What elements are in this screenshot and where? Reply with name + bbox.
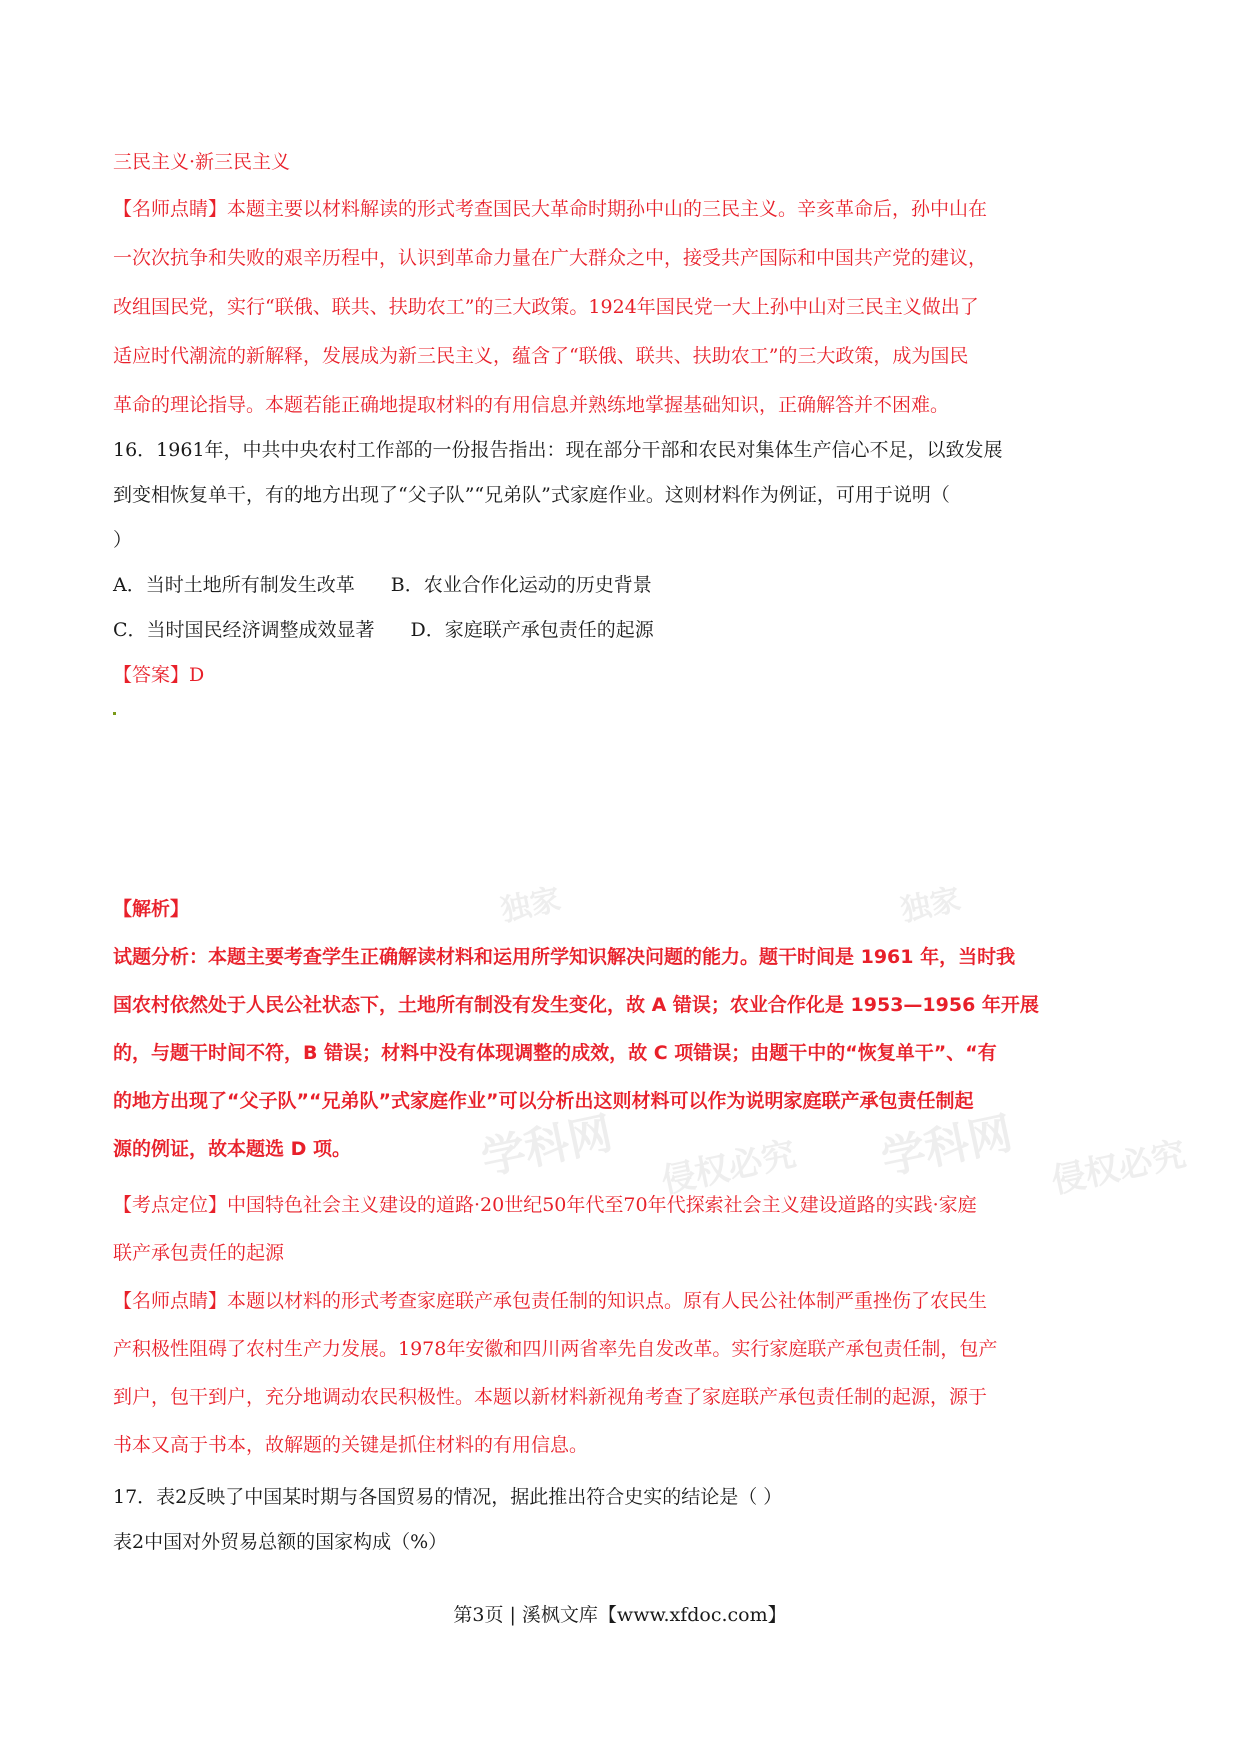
analysis-line: 的，与题干时间不符，B 错误；材料中没有体现调整的成效，故 C 项错误；由题干中的“恢复单干”、“有 xyxy=(113,1042,997,1064)
question-text-line: ） xyxy=(113,529,133,551)
teacher-note-line: 改组国民党，实行“联俄、联共、扶助农工”的三大政策。1924年国民党一大上孙中山对三民主义做出了 xyxy=(113,296,979,318)
option-row xyxy=(113,608,1127,653)
q16-notes xyxy=(113,1181,1127,1469)
option-a: A．当时土地所有制发生改革 xyxy=(113,574,355,596)
analysis-title: 【解析】 xyxy=(113,898,190,920)
watermark-text: 学科网 xyxy=(877,1107,1017,1186)
page-footer: 第3页 | 溪枫文库【www.xfdoc.com】 xyxy=(453,1604,787,1626)
teacher-note-line: 适应时代潮流的新解释，发展成为新三民主义，蕴含了“联俄、联共、扶助农工”的三大政策，成为国民 xyxy=(113,345,969,367)
option-d: D．家庭联产承包责任的起源 xyxy=(410,619,654,641)
analysis-line: 源的例证，故本题选 D 项。 xyxy=(113,1138,352,1160)
watermark-text: 侵权必究 xyxy=(658,1134,800,1202)
question-text-line: 16．1961年，中共中央农村工作部的一份报告指出：现在部分干部和农民对集体生产信心不足，以致发展 xyxy=(113,439,1003,461)
question-16 xyxy=(113,428,1127,698)
watermark-text: 学科网 xyxy=(477,1107,617,1186)
teacher-note-line: 书本又高于书本，故解题的关键是抓住材料的有用信息。 xyxy=(113,1434,589,1456)
question-text-line: 到变相恢复单干，有的地方出现了“父子队”“兄弟队”式家庭作业。这则材料作为例证，可用于说明（ xyxy=(113,484,950,506)
analysis-line: 试题分析：本题主要考查学生正确解读材料和运用所学知识解决问题的能力。题干时间是 1961 年，当时我 xyxy=(113,946,1016,968)
question-17 xyxy=(113,1475,1127,1565)
kaodian-heading: 三民主义·新三民主义 xyxy=(113,151,291,173)
watermark-text: 侵权必究 xyxy=(1048,1134,1190,1202)
answer-line: 【答案】D xyxy=(113,664,205,686)
kaodian-line: 联产承包责任的起源 xyxy=(113,1242,285,1264)
option-b: B．农业合作化运动的历史背景 xyxy=(390,574,652,596)
teacher-note-line: 【名师点睛】本题主要以材料解读的形式考查国民大革命时期孙中山的三民主义。辛亥革命后，孙中山在 xyxy=(113,198,988,220)
teacher-note-line: 一次次抗争和失败的艰辛历程中，认识到革命力量在广大群众之中，接受共产国际和中国共产党的建议， xyxy=(113,247,988,269)
option-c: C．当时国民经济调整成效显著 xyxy=(113,619,375,641)
option-row xyxy=(113,563,1127,608)
watermark-text: 独家 xyxy=(497,882,564,929)
teacher-note-line: 【名师点睛】本题以材料的形式考查家庭联产承包责任制的知识点。原有人民公社体制严重挫伤了农民生 xyxy=(113,1290,988,1312)
stray-dot xyxy=(113,712,116,715)
question-text-line: 17．表2反映了中国某时期与各国贸易的情况，据此推出符合史实的结论是（ ） xyxy=(113,1486,783,1508)
previous-question-tail xyxy=(113,140,1127,430)
teacher-note-line: 产积极性阻碍了农村生产力发展。1978年安徽和四川两省率先自发改革。实行家庭联产承包责任制，包产 xyxy=(113,1338,998,1360)
kaodian-line: 【考点定位】中国特色社会主义建设的道路·20世纪50年代至70年代探索社会主义建设道路的实践·家庭 xyxy=(113,1194,977,1216)
analysis-section xyxy=(113,885,1127,1173)
analysis-line: 的地方出现了“父子队”“兄弟队”式家庭作业”可以分析出这则材料可以作为说明家庭联产承包责任制起 xyxy=(113,1090,974,1112)
teacher-note-line: 革命的理论指导。本题若能正确地提取材料的有用信息并熟练地掌握基础知识，正确解答并不困难。 xyxy=(113,394,950,416)
analysis-line: 国农村依然处于人民公社状态下，土地所有制没有发生变化，故 A 错误；农业合作化是 1953—1956 年开展 xyxy=(113,994,1039,1016)
watermark-text: 独家 xyxy=(897,882,964,929)
table-caption: 表2中国对外贸易总额的国家构成（%） xyxy=(113,1531,448,1553)
teacher-note-line: 到户，包干到户，充分地调动农民积极性。本题以新材料新视角考查了家庭联产承包责任制的起源，源于 xyxy=(113,1386,988,1408)
